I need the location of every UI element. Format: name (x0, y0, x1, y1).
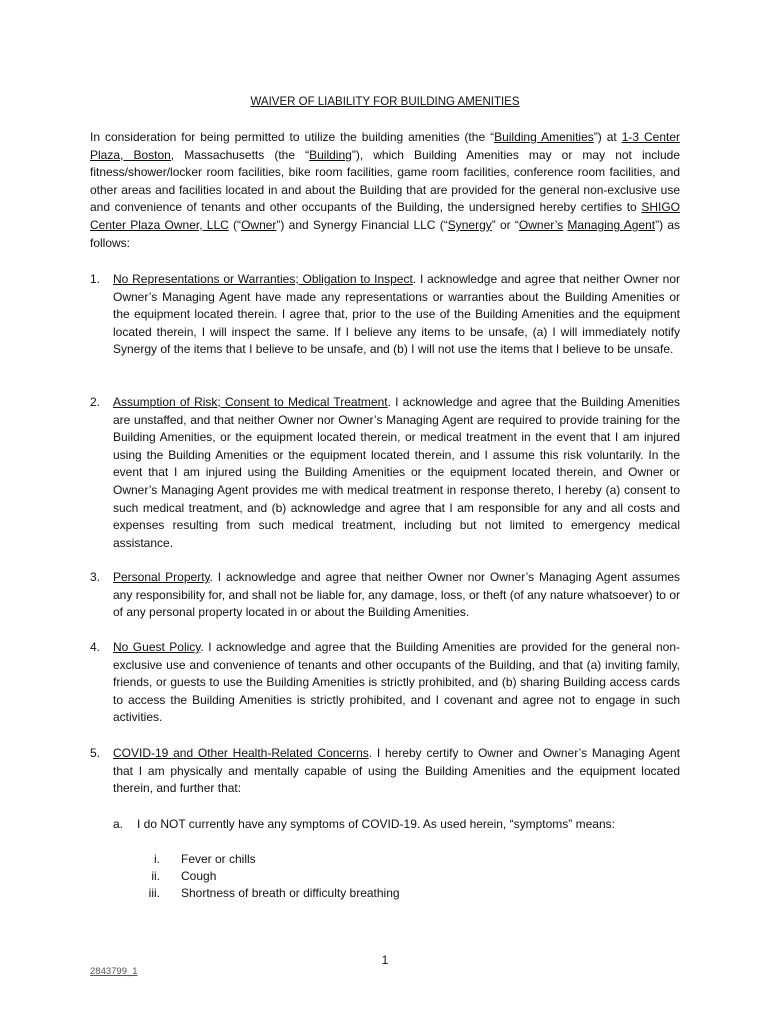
intro-text: ”) as follows: (90, 217, 680, 250)
section-text: . I acknowledge and agree that the Building Amenities are provided for the general non-exclusive use and convenience of tenants and other occupants of the Building, and that (a) inviting family, friends, or guests to use the Building Amenities is strictly prohibited, and (b) sharing Building access cards to access the Building Amenities is strictly prohibited, and I covenant and agree not to engage in such activities. (113, 640, 680, 725)
section-text: . I hereby certify to Owner and Owner’s Managing Agent that I am physically and mentally capable of using the Building Amenities and the equipment located therein, and further that: (113, 746, 680, 796)
term-building: Building (309, 147, 352, 162)
section-heading: COVID-19 and Other Health-Related Concerns (113, 746, 369, 760)
intro-text: Massachusetts (the “ (174, 147, 310, 162)
section-number: 5. (90, 746, 101, 760)
intro-text: ”) and Synergy Financial LLC (“ (276, 217, 448, 232)
section-number: 1. (90, 272, 101, 286)
section-number: 4. (90, 640, 101, 654)
symptom-label: ii. (151, 869, 160, 883)
term-owners: Owner’s (518, 217, 564, 232)
section-5 (90, 745, 680, 798)
intro-text: ”) at (593, 130, 622, 144)
subitem-text: I do NOT currently have any symptoms of COVID-19. As used herein, “symptoms” means: (137, 817, 615, 831)
section-2 (90, 394, 680, 552)
section-text: . I acknowledge and agree that neither Owner nor Owner’s Managing Agent assumes any responsibility for, and shall not be liable for, any damage, loss, or theft (of any nature whatsoever) to or of any personal property located in or about the Building Amenities. (113, 570, 681, 620)
section-1 (90, 271, 680, 359)
section-heading: No Guest Policy (113, 640, 201, 654)
symptom-label: i. (154, 852, 160, 866)
section-heading: Assumption of Risk; Consent to Medical Treatment (113, 395, 388, 409)
term-managing-agent: Managing Agent (567, 217, 656, 232)
owner-entity: SHIGO Center Plaza Owner, LLC (90, 200, 680, 232)
document-id: 2843799_1 (90, 966, 138, 977)
address: 1-3 Center Plaza, Boston, (90, 130, 681, 162)
term-building-amenities: Building Amenities (494, 130, 594, 144)
document-title: WAIVER OF LIABILITY FOR BUILDING AMENITIES (250, 96, 520, 108)
intro-text: ”), which Building Amenities may or may not include fitness/shower/locker room facilities, bike room facilities, game room facilities, conference room facilities, and other areas and facilities located in and about the Building that are provided for the general non-exclusive use and convenience of tenants and other occupants of the Building, the undersigned hereby certifies to (90, 147, 680, 215)
section-text: . I acknowledge and agree that neither Owner nor Owner’s Managing Agent have made any representations or warranties about the Building Amenities or the equipment located therein. I agree that, prior to the use of the Building Amenities and the equipment located therein, I will inspect the same. If I believe any items to be unsafe, (a) I will immediately notify Synergy of the items that I believe to be unsafe, and (b) I will not use the items that I believe to be unsafe. (113, 272, 680, 357)
intro-text: ” or “ (491, 217, 519, 232)
term-owner: Owner (241, 217, 277, 232)
intro-paragraph (90, 129, 680, 252)
symptom-text: Cough (181, 869, 217, 883)
intro-text: (“ (228, 217, 242, 232)
section-number: 2. (90, 395, 101, 409)
subitem-a (113, 816, 680, 834)
intro-text: In consideration for being permitted to utilize the building amenities (the “ (90, 130, 495, 144)
symptom-text: Fever or chills (181, 852, 256, 866)
section-text: . I acknowledge and agree that the Building Amenities are unstaffed, and that neither Owner nor Owner’s Managing Agent are required to provide training for the Building Amenities, or the equipment located therein, or medical treatment in the event that I am injured using the Building Amenities or the equipment located therein, and I assume this risk voluntarily. In the event that I am injured using the Building Amenities or the equipment located therein, and Owner or Owner’s Managing Agent provides me with medical treatment in response thereto, I hereby (a) consent to such medical treatment, and (b) acknowledge and agree that I am responsible for any and all costs and expenses resulting from such medical treatment, including but not limited to emergency medical assistance. (113, 395, 680, 550)
symptom-label: iii. (148, 886, 160, 900)
section-3 (90, 569, 680, 622)
section-heading: No Representations or Warranties; Obligation to Inspect (113, 272, 413, 286)
page-number: 1 (381, 953, 389, 967)
symptom-text: Shortness of breath or difficulty breathing (181, 886, 400, 900)
section-heading: Personal Property (113, 570, 210, 584)
term-synergy: Synergy (447, 217, 492, 232)
section-number: 3. (90, 570, 101, 584)
subitem-label: a. (113, 817, 124, 831)
section-4 (90, 639, 680, 727)
